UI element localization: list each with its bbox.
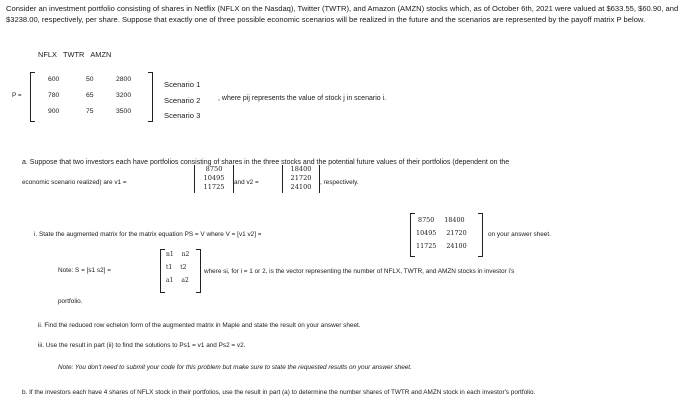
part-b-text: b. If the investors each have 4 shares of NFLX stock in their portfolios, use the result in part (a) to determine the number shares of TWTR and AMZN stock in each investor's portfolio. <box>22 389 536 396</box>
vector-v2 <box>282 165 320 193</box>
s-matrix-row-2: t1 t2 <box>166 264 187 271</box>
note-code-text: Note: You don't need to submit your code for this problem but make sure to state the requested results on your answer sheet. <box>58 364 412 371</box>
note-s-text: where si, for i = 1 or 2, is the vector representing the number of NFLX, TWTR, and AMZN stocks in investor i's <box>204 268 515 275</box>
v-matrix-row-2: 10495 21720 <box>416 229 467 237</box>
part-i-text: i. State the augmented matrix for the matrix equation PS = V where V = [v1 v2] = <box>34 231 262 238</box>
v-matrix-row-1: 8750 18400 <box>418 216 465 224</box>
p-cell-3-3: 3500 <box>116 108 132 115</box>
p-cell-1-1: 600 <box>48 76 60 83</box>
p-cell-3-1: 900 <box>48 108 60 115</box>
header-amzn: AMZN <box>90 50 112 59</box>
v1-entry-1: 8750 <box>205 165 223 173</box>
vector-v1 <box>194 165 234 193</box>
scenario-label-3: Scenario 3 <box>164 111 201 120</box>
s-matrix-row-1: n1 n2 <box>166 251 190 258</box>
part-a-text-1: a. Suppose that two investors each have portfolios consisting of shares in the three stocks and the potential future values of their portfolios (dependent on the <box>22 159 510 166</box>
respectively-label: , respectively. <box>320 179 359 186</box>
v-matrix-row-3: 11725 24100 <box>416 242 467 250</box>
p-cell-2-2: 65 <box>86 92 94 99</box>
matrix-header-row <box>38 50 111 59</box>
matrix-p-left-bracket <box>30 72 35 122</box>
v1-entry-2: 10495 <box>203 174 225 182</box>
scenario-label-2: Scenario 2 <box>164 96 201 105</box>
part-a-text-2: economic scenario realized) are v1 = <box>22 179 127 186</box>
s-matrix-left-bracket <box>160 249 165 293</box>
v2-entry-1: 18400 <box>290 165 312 173</box>
note-s-label: Note: S = [s1 s2] = <box>58 267 111 274</box>
and-v2-label: and v2 = <box>234 179 259 186</box>
header-nflx: NFLX <box>38 50 57 59</box>
v2-entry-2: 21720 <box>290 174 312 182</box>
part-iii-text: iii. Use the result in part (ii) to find the solutions to Ps1 = v1 and Ps2 = v2. <box>38 342 246 349</box>
v1-entry-3: 11725 <box>203 183 225 191</box>
s-matrix-right-bracket <box>196 249 201 293</box>
s-matrix-row-3: a1 a2 <box>166 277 189 284</box>
v-matrix-right-bracket <box>478 213 483 257</box>
matrix-p-note: , where pij represents the value of stock j in scenario i. <box>218 95 387 102</box>
intro-paragraph: Consider an investment portfolio consisting of shares in Netflix (NFLX on the Nasdaq), Twitter (TWTR), and Amazon (AMZN) stocks which, as of October 6th, 2021 were valued at $633.55, $60.90, and $3238.00, respectively, per share. Suppose that exactly one of three possible economic scenarios will be realized in the future and the scenarios are represented by the payoff matrix P below. <box>6 4 679 24</box>
v-matrix-left-bracket <box>410 213 415 257</box>
p-cell-1-2: 50 <box>86 76 94 83</box>
matrix-p-right-bracket <box>148 72 153 122</box>
note-s-cont: portfolio. <box>58 298 83 305</box>
p-cell-3-2: 75 <box>86 108 94 115</box>
p-cell-1-3: 2800 <box>116 76 132 83</box>
part-i-after: on your answer sheet. <box>488 231 551 238</box>
v2-entry-3: 24100 <box>290 183 312 191</box>
p-cell-2-3: 3200 <box>116 92 132 99</box>
header-twtr: TWTR <box>62 50 85 59</box>
scenario-label-1: Scenario 1 <box>164 80 201 89</box>
p-cell-2-1: 780 <box>48 92 60 99</box>
part-ii-text: ii. Find the reduced row echelon form of the augmented matrix in Maple and state the result on your answer sheet. <box>38 322 361 329</box>
matrix-p-label: P = <box>12 92 22 99</box>
